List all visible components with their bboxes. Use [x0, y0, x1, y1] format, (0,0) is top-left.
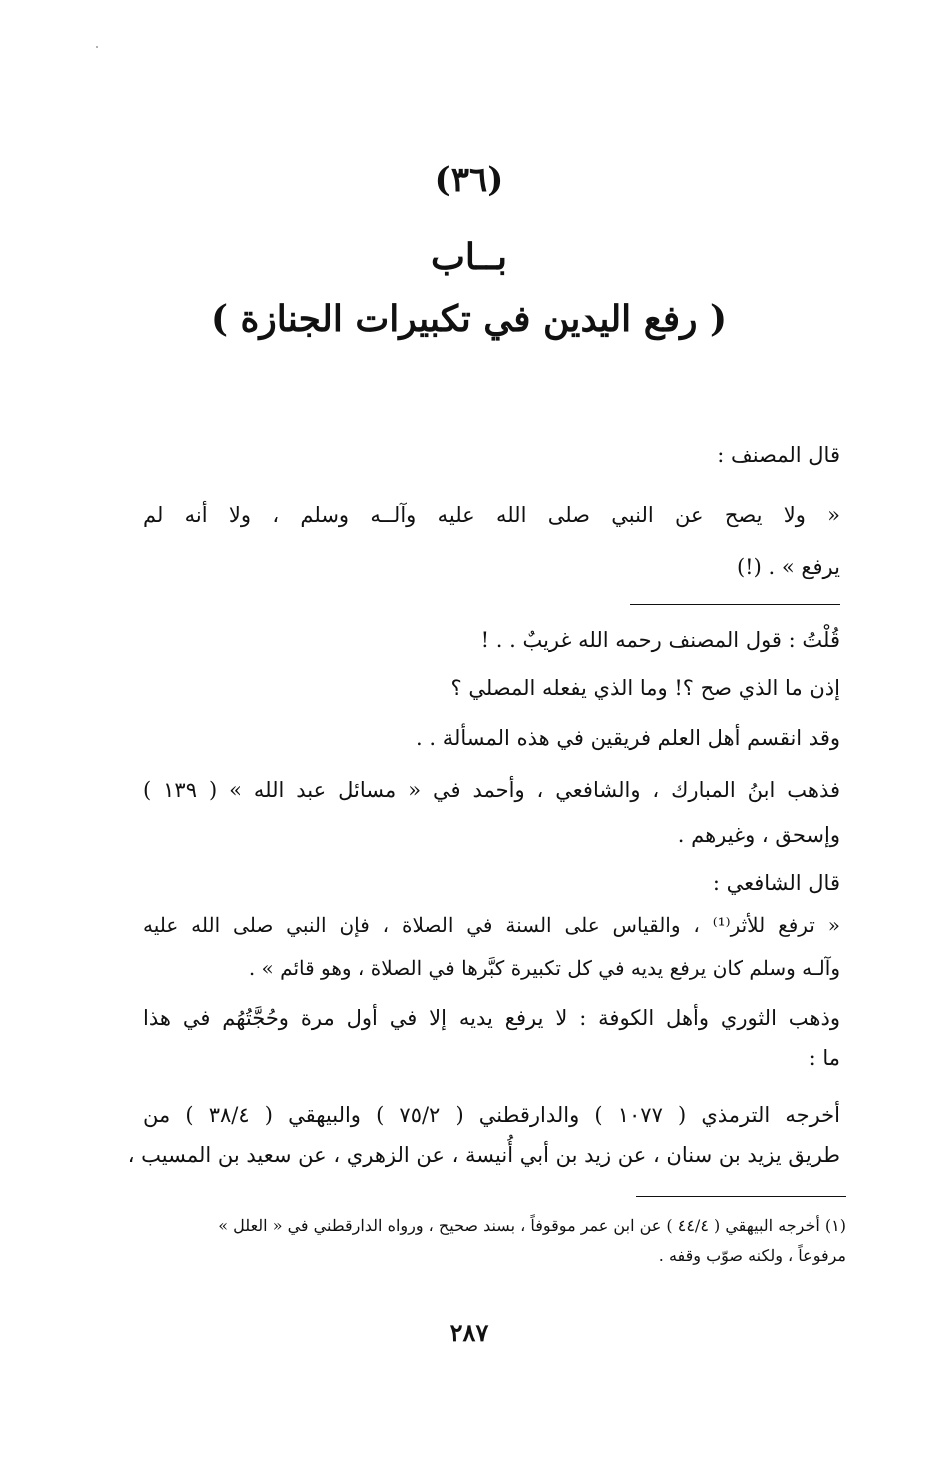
body-line: وآلـه وسلم كان يرفع يديه في كل تكبيرة كبَّرها في الصلاة ، وهو قائم » .: [248, 956, 840, 980]
body-line: « ترفع للأثر⁽¹⁾ ، والقياس على السنة في الصلاة ، فإن النبي صلى الله عليه: [143, 913, 840, 937]
body-line: وقد انقسم أهل العلم فريقين في هذه المسألة . .: [416, 726, 840, 750]
body-line: يرفع » . (!): [736, 555, 840, 579]
body-line: فذهب ابنُ المبارك ، والشافعي ، وأحمد في « مسائل عبد الله » ( ١٣٩ ): [143, 778, 841, 802]
body-line: قُلْتُ : قول المصنف رحمه الله غريبٌ . . !: [480, 628, 840, 652]
section-heading-bab: بــاب: [431, 236, 507, 278]
footnote-line: (١) أخرجه البيهقي ( ٤٤/٤ ) عن ابن عمر موقوفاً ، بسند صحيح ، ورواه الدارقطني في « العلل »: [218, 1216, 846, 1235]
chapter-number: (٣٦): [434, 160, 504, 200]
footnote-divider: [636, 1196, 846, 1197]
body-line: وإسحق ، وغيرهم .: [677, 823, 840, 847]
chapter-title: ( رفع اليدين في تكبيرات الجنازة ): [210, 298, 728, 340]
body-line: « ولا يصح عن النبي صلى الله عليه وآلــه وسلم ، ولا أنه لم: [143, 503, 840, 527]
body-line: قال المصنف :: [717, 443, 840, 467]
body-line: وذهب الثوري وأهل الكوفة : لا يرفع يديه إلا في أول مرة وحُجَّتُهُم في هذا: [143, 1006, 840, 1030]
footnote-line: مرفوعاً ، ولكنه صوّب وقفه .: [658, 1246, 846, 1265]
body-line: طريق يزيد بن سنان ، عن زيد بن أبي أُنيسة ، عن الزهري ، عن سعيد بن المسيب ،: [127, 1143, 840, 1167]
body-line: قال الشافعي :: [712, 871, 840, 895]
body-line: أخرجه الترمذي ( ١٠٧٧ ) والدارقطني ( ٧٥/٢ ) والبيهقي ( ٣٨/٤ ) من: [143, 1103, 840, 1127]
quote-divider: [630, 604, 840, 605]
body-line: ما :: [808, 1046, 840, 1070]
scan-speck: [96, 46, 98, 48]
page-number: ٢٨٧: [449, 1318, 489, 1347]
body-line: إذن ما الذي صح ؟! وما الذي يفعله المصلي ؟: [450, 676, 840, 700]
